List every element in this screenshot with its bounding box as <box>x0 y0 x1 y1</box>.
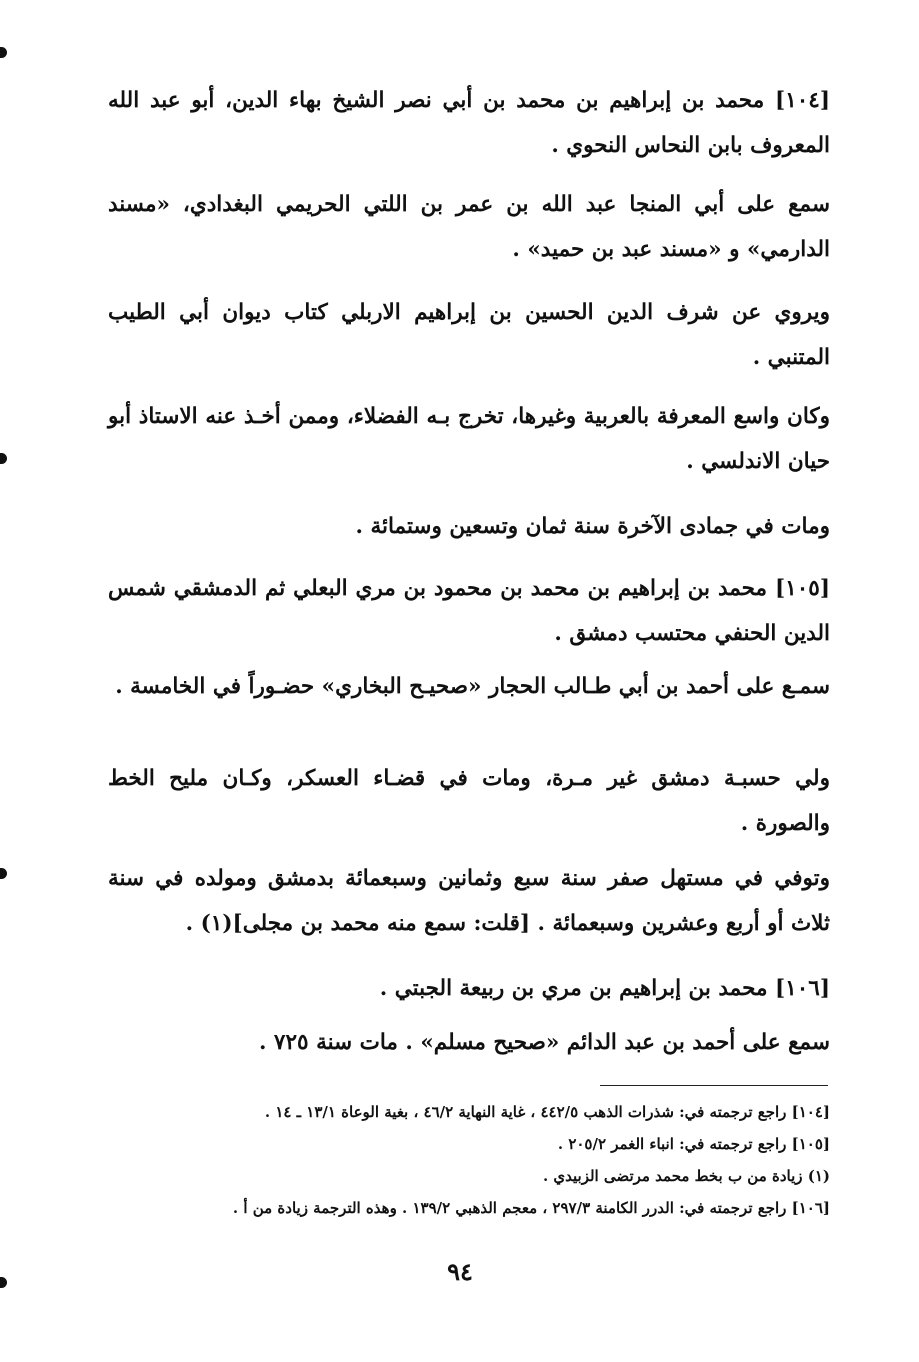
footnote-separator <box>600 1085 828 1086</box>
footnotes-section <box>160 1096 830 1224</box>
entry-104-sama-paragraph: سمع على أبي المنجا عبد الله بن عمر بن اللتي الحريمي البغدادي، «مسند الدارمي» و «مسند عبد بن حميد» . <box>108 192 830 262</box>
entry-106-sama-paragraph: سمع على أحمد بن عبد الدائم «صحيح مسلم» . مات سنة ٧٢٥ . <box>258 1030 830 1055</box>
entry-104-death-paragraph: ومات في جمادى الآخرة سنة ثمان وتسعين وستمائة . <box>355 514 830 539</box>
entry-104-knowledge-paragraph: وكان واسع المعرفة بالعربية وغيرها، تخرج بـه الفضلاء، وممن أخـذ عنه الاستاذ أبو حيان الاندلسي . <box>108 404 830 474</box>
entry-105-death-paragraph: وتوفي في مستهل صفر سنة سبع وثمانين وسبعمائة بدمشق ومولده في سنة ثلاث أو أربع وعشرين وسبعمائة . [قلت: سمع منه محمد بن مجلى](١) . <box>108 866 830 936</box>
entry-105-sama-paragraph: سمـع على أحمد بن أبي طـالب الحجار «صحيـح البخاري» حضـوراً في الخامسة . <box>115 674 830 699</box>
footnote-104: [١٠٤] راجع ترجمته في: شذرات الذهب ٤٤٢/٥ ، غاية النهاية ٤٦/٢ ، بغية الوعاة ١٣/١ ـ ١٤ . <box>264 1103 830 1121</box>
entry-105-hisba-paragraph: ولي حسبـة دمشق غير مـرة، ومات في قضـاء العسكر، وكـان مليح الخط والصورة . <box>108 766 830 836</box>
margin-mark <box>0 453 7 464</box>
entry-104-riwaya-paragraph: ويروي عن شرف الدين الحسين بن إبراهيم الاربلي كتاب ديوان أبي الطيب المتنبي . <box>108 300 830 370</box>
margin-mark <box>0 47 7 58</box>
footnote-105: [١٠٥] راجع ترجمته في: انباء الغمر ٢٠٥/٢ . <box>557 1135 830 1153</box>
entry-105-heading: [١٠٥] محمد بن إبراهيم بن محمد بن محمود بن مري البعلي ثم الدمشقي شمس الدين الحنفي محتسب دمشق . <box>108 576 830 646</box>
margin-mark <box>0 1277 7 1288</box>
margin-mark <box>0 868 7 879</box>
footnote-106: [١٠٦] راجع ترجمته في: الدرر الكامنة ٢٩٧/٣ ، معجم الذهبي ١٣٩/٢ . وهذه الترجمة زيادة من أ . <box>232 1199 830 1217</box>
entry-104-heading: [١٠٤] محمد بن إبراهيم بن محمد بن أبي نصر الشيخ بهاء الدين، أبو عبد الله المعروف بابن النحاس النحوي . <box>108 88 830 158</box>
footnote-1: (١) زيادة من ب بخط محمد مرتضى الزبيدي . <box>542 1167 830 1185</box>
entry-106-heading: [١٠٦] محمد بن إبراهيم بن مري بن ربيعة الجبتي . <box>379 976 830 1001</box>
page-number: ٩٤ <box>447 1257 473 1286</box>
